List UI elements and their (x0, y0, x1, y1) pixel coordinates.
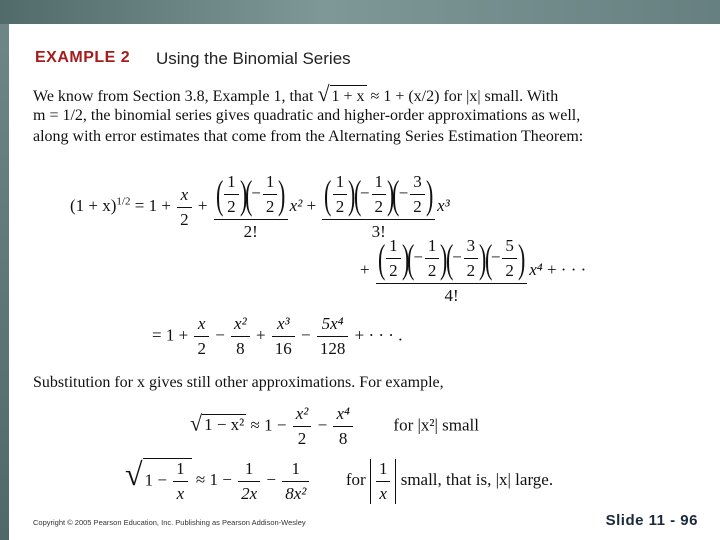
simp-term1-num: x (194, 314, 209, 337)
approx1-sign: ≈ 1 − (250, 415, 287, 435)
approx1-f2-num: x⁴ (333, 404, 352, 427)
paren: ( (484, 235, 492, 281)
approx2-abs-den: x (379, 483, 387, 503)
approx2-f2-den: 8x² (285, 483, 307, 503)
term1-num: x (177, 185, 192, 208)
approx2-f1 (238, 459, 260, 504)
term2-den: 2! (243, 222, 258, 241)
term2-num: ( $\frac{1}{2}$ )(− $\frac{1}{2}$ ) (214, 172, 288, 220)
neg-three-half-num: 3 (410, 172, 425, 195)
intro-line-2: m = 1/2, the binomial series gives quadratic and higher-order approximations as well, (33, 107, 581, 124)
sqrt-radicand: 1 + x (330, 85, 367, 107)
approx-line-1: √ 1 − x² ≈ 1 − $\frac{\text{x²}}{2}$ − $\frac{\text{x⁴}}{8}$ for |x²| small (190, 404, 479, 448)
approx1-f1-num: x² (293, 404, 312, 427)
term2-fraction (214, 172, 288, 242)
simp-term3 (272, 314, 295, 359)
half-den: 2 (389, 261, 398, 280)
simp-term1-den: 2 (197, 339, 206, 358)
half (333, 172, 348, 217)
approx2-abs (370, 459, 397, 504)
simp-term4 (317, 314, 349, 359)
approx2-f1-num: 1 (238, 459, 260, 482)
approx2-abs-num: 1 (376, 459, 391, 482)
approx1-f2 (333, 404, 352, 449)
approx2-sign: ≈ 1 − (195, 470, 232, 489)
paren: ) (278, 171, 286, 217)
term2-power: x² (289, 195, 303, 215)
half-den: 2 (335, 197, 345, 216)
approx-line-2: √ 1 − $\frac{1}{x}$ ≈ 1 − $\frac{1}{2x}$ − $\frac{1}{\text{8x²}}$ for $\frac{1}{x}$ small, that is, |x| large. (125, 456, 554, 504)
paren: ) (386, 171, 395, 217)
neg-half-den: 2 (427, 261, 437, 280)
approx2-f2-num: 1 (282, 459, 309, 482)
paren: ( (392, 171, 400, 217)
term3-den: 3! (371, 222, 386, 241)
term3-num: ( $\frac{1}{2}$ )(− $\frac{1}{2}$ )(− $\frac{3}{2}$ ) (322, 172, 435, 220)
paren: ( (353, 171, 361, 217)
footer-copyright: Copyright © 2005 Pearson Education, Inc. Publishing as Pearson Addison-Wesley (33, 518, 306, 527)
plus-3: + (360, 259, 370, 279)
neg-three-half-den: 2 (466, 261, 476, 280)
substitution-text: Substitution for x gives still other approximations. For example, (33, 374, 444, 391)
example-title: Using the Binomial Series (156, 49, 351, 68)
paren: ) (517, 235, 526, 281)
term4-num: ( $\frac{1}{2}$ )(− $\frac{1}{2}$ )(− $\frac{3}{2}$ )(− $\frac{5}{2}$ ) (376, 236, 527, 284)
half-num: 1 (333, 172, 348, 195)
approx2-for: for (345, 470, 366, 489)
neg-three-half (410, 172, 425, 217)
term1-fraction (177, 185, 192, 230)
simp-term3-den: 16 (274, 339, 292, 358)
approx2-inner (173, 459, 188, 504)
neg-five-half-den: 2 (505, 261, 514, 280)
neg-half (263, 172, 278, 217)
simp-term4-num: 5x⁴ (317, 314, 349, 337)
approx1-condition: for |x²| small (393, 415, 479, 435)
simp-term2-num: x² (231, 314, 250, 337)
neg-half-den: 2 (265, 197, 275, 216)
paren: ( (377, 235, 386, 281)
approx2-radicand-pre: 1 − (144, 470, 167, 490)
simp-term4-den: 128 (319, 339, 346, 358)
approx1-f1-den: 2 (297, 429, 307, 448)
neg-half-num: 1 (372, 172, 387, 195)
half-num: 1 (386, 236, 401, 259)
simp-term2 (231, 314, 250, 359)
approx1-radicand: 1 − x² (204, 415, 245, 435)
expansion-lhs: (1 + x) (70, 195, 117, 215)
neg-three-half (464, 236, 479, 281)
paren: ) (239, 171, 247, 217)
plus-1: + (197, 195, 208, 215)
expansion-line-1 (70, 172, 450, 242)
neg-half (425, 236, 440, 281)
sqrt-symbol: √ (190, 410, 203, 436)
neg-half-num: 1 (425, 236, 440, 259)
term3-power: x³ (437, 195, 450, 215)
neg-five-half-num: 5 (502, 236, 517, 259)
approx2-f2 (282, 459, 309, 504)
neg-five-half (502, 236, 517, 281)
term4-den: 4! (444, 286, 459, 305)
term4-power: x⁴ (529, 259, 543, 279)
intro-line-1 (33, 83, 693, 107)
expansion-lhs-exponent: 1/2 (116, 195, 131, 208)
neg-three-half-num: 3 (464, 236, 479, 259)
approx1-f1 (293, 404, 312, 449)
simplified-line: = 1 + $\frac{x}{2}$ − $\frac{\text{x²}}{8}$ + $\frac{\text{x³}}{16}$ − $\frac{\text{5x⁴}}{128}$ + · · · . (152, 314, 403, 358)
paren: ( (215, 171, 224, 217)
approx2-condition: small, that is, |x| large. (400, 470, 554, 489)
approx1-f2-den: 8 (338, 429, 348, 448)
term1-den: 2 (180, 209, 189, 229)
term4-fraction (376, 236, 527, 306)
approx2-abs-frac (376, 459, 391, 504)
paren: ) (425, 171, 434, 217)
paren: ( (406, 235, 415, 281)
sqrt-symbol: √ (317, 81, 330, 106)
half (224, 172, 239, 217)
simplified-tail: + · · · . (354, 325, 403, 345)
plus-2: + (306, 195, 317, 215)
intro-line-1-b: ≈ 1 + (x/2) for |x| small. With (370, 88, 559, 105)
expansion-ellipsis: + · · · (546, 259, 587, 279)
intro-line-3: along with error estimates that come from the Alternating Series Estimation Theorem: (33, 128, 584, 145)
approx2-f1-den: 2x (241, 483, 258, 503)
example-label: EXAMPLE 2 (35, 49, 131, 66)
term3-fraction (322, 172, 435, 242)
approx2-inner-num: 1 (173, 459, 188, 482)
approx2-inner-den: x (176, 484, 185, 504)
slide-number: Slide 11 - 96 (605, 512, 698, 529)
sqrt-symbol: √ (125, 456, 143, 492)
neg-half-num: 1 (263, 172, 278, 195)
neg-three-half-den: 2 (413, 197, 422, 216)
half-den: 2 (227, 197, 236, 216)
simp-term1 (194, 314, 209, 359)
half-num: 1 (224, 172, 239, 195)
intro-line-1-a: We know from Section 3.8, Example 1, that (33, 88, 314, 105)
paren: ) (348, 171, 356, 217)
paren: ( (445, 235, 454, 281)
approx2-radicand (143, 458, 192, 504)
simplified-eq: = 1 + (152, 325, 189, 345)
simp-term3-num: x³ (272, 314, 295, 337)
paren: ( (244, 171, 253, 217)
neg-half (372, 172, 387, 217)
expansion-line-2 (360, 236, 586, 306)
paren: ) (479, 235, 487, 281)
paren: ) (440, 235, 448, 281)
paren: ( (324, 171, 332, 217)
paren: ) (401, 235, 410, 281)
neg-half-den: 2 (374, 197, 383, 216)
half (386, 236, 401, 281)
expansion-eq: = 1 + (134, 195, 171, 215)
simp-term2-den: 8 (236, 339, 245, 358)
